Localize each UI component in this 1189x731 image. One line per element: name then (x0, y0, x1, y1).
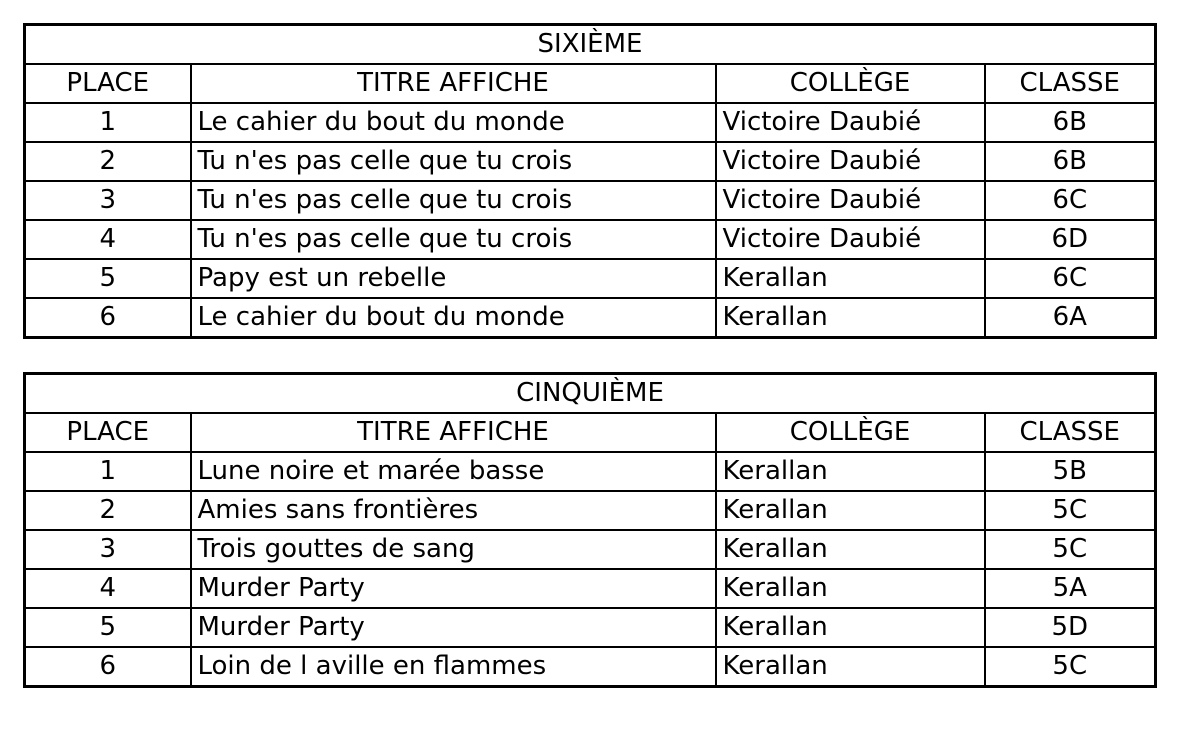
cell-classe: 5C (985, 491, 1156, 530)
cell-place: 2 (25, 491, 191, 530)
cell-titre: Le cahier du bout du monde (191, 298, 716, 338)
cell-classe: 6D (985, 220, 1156, 259)
table-title: SIXIÈME (25, 25, 1156, 65)
cell-classe: 5B (985, 452, 1156, 491)
table-row (25, 181, 1156, 220)
cell-classe: 5C (985, 647, 1156, 687)
results-table-cinquieme (23, 372, 1157, 688)
table-row (25, 298, 1156, 338)
cell-college: Victoire Daubié (716, 181, 985, 220)
cell-college: Kerallan (716, 530, 985, 569)
header-titre: TITRE AFFICHE (191, 413, 716, 452)
cell-college: Kerallan (716, 491, 985, 530)
header-college: COLLÈGE (716, 413, 985, 452)
table-row (25, 647, 1156, 687)
cell-classe: 5D (985, 608, 1156, 647)
cell-titre: Lune noire et marée basse (191, 452, 716, 491)
table-row (25, 220, 1156, 259)
cell-titre: Le cahier du bout du monde (191, 103, 716, 142)
cell-titre: Tu n'es pas celle que tu crois (191, 181, 716, 220)
cell-college: Victoire Daubié (716, 103, 985, 142)
cell-college: Victoire Daubié (716, 142, 985, 181)
cell-college: Kerallan (716, 259, 985, 298)
table-title-row (25, 25, 1156, 65)
table-row (25, 259, 1156, 298)
cell-titre: Amies sans frontières (191, 491, 716, 530)
cell-classe: 6C (985, 259, 1156, 298)
cell-titre: Trois gouttes de sang (191, 530, 716, 569)
cell-classe: 5A (985, 569, 1156, 608)
cell-classe: 5C (985, 530, 1156, 569)
cell-college: Kerallan (716, 608, 985, 647)
header-classe: CLASSE (985, 64, 1156, 103)
cell-titre: Tu n'es pas celle que tu crois (191, 142, 716, 181)
cell-titre: Papy est un rebelle (191, 259, 716, 298)
cell-college: Victoire Daubié (716, 220, 985, 259)
header-classe: CLASSE (985, 413, 1156, 452)
cell-classe: 6A (985, 298, 1156, 338)
cell-titre: Loin de l aville en flammes (191, 647, 716, 687)
cell-place: 2 (25, 142, 191, 181)
cell-titre: Murder Party (191, 569, 716, 608)
cell-place: 4 (25, 220, 191, 259)
cell-college: Kerallan (716, 298, 985, 338)
table-row (25, 569, 1156, 608)
table-row (25, 452, 1156, 491)
cell-place: 3 (25, 181, 191, 220)
header-place: PLACE (25, 64, 191, 103)
cell-place: 5 (25, 259, 191, 298)
cell-place: 1 (25, 452, 191, 491)
cell-classe: 6B (985, 142, 1156, 181)
cell-place: 4 (25, 569, 191, 608)
header-titre: TITRE AFFICHE (191, 64, 716, 103)
table-row (25, 491, 1156, 530)
cell-place: 5 (25, 608, 191, 647)
cell-college: Kerallan (716, 452, 985, 491)
header-row (25, 64, 1156, 103)
cell-place: 3 (25, 530, 191, 569)
table-title-row (25, 374, 1156, 414)
cell-college: Kerallan (716, 569, 985, 608)
cell-titre: Tu n'es pas celle que tu crois (191, 220, 716, 259)
table-row (25, 103, 1156, 142)
cell-classe: 6C (985, 181, 1156, 220)
cell-place: 6 (25, 647, 191, 687)
cell-place: 6 (25, 298, 191, 338)
table-title: CINQUIÈME (25, 374, 1156, 414)
header-college: COLLÈGE (716, 64, 985, 103)
cell-place: 1 (25, 103, 191, 142)
results-table-sixieme (23, 23, 1157, 339)
table-row (25, 530, 1156, 569)
cell-college: Kerallan (716, 647, 985, 687)
table-row (25, 142, 1156, 181)
cell-titre: Murder Party (191, 608, 716, 647)
header-row (25, 413, 1156, 452)
table-row (25, 608, 1156, 647)
header-place: PLACE (25, 413, 191, 452)
cell-classe: 6B (985, 103, 1156, 142)
